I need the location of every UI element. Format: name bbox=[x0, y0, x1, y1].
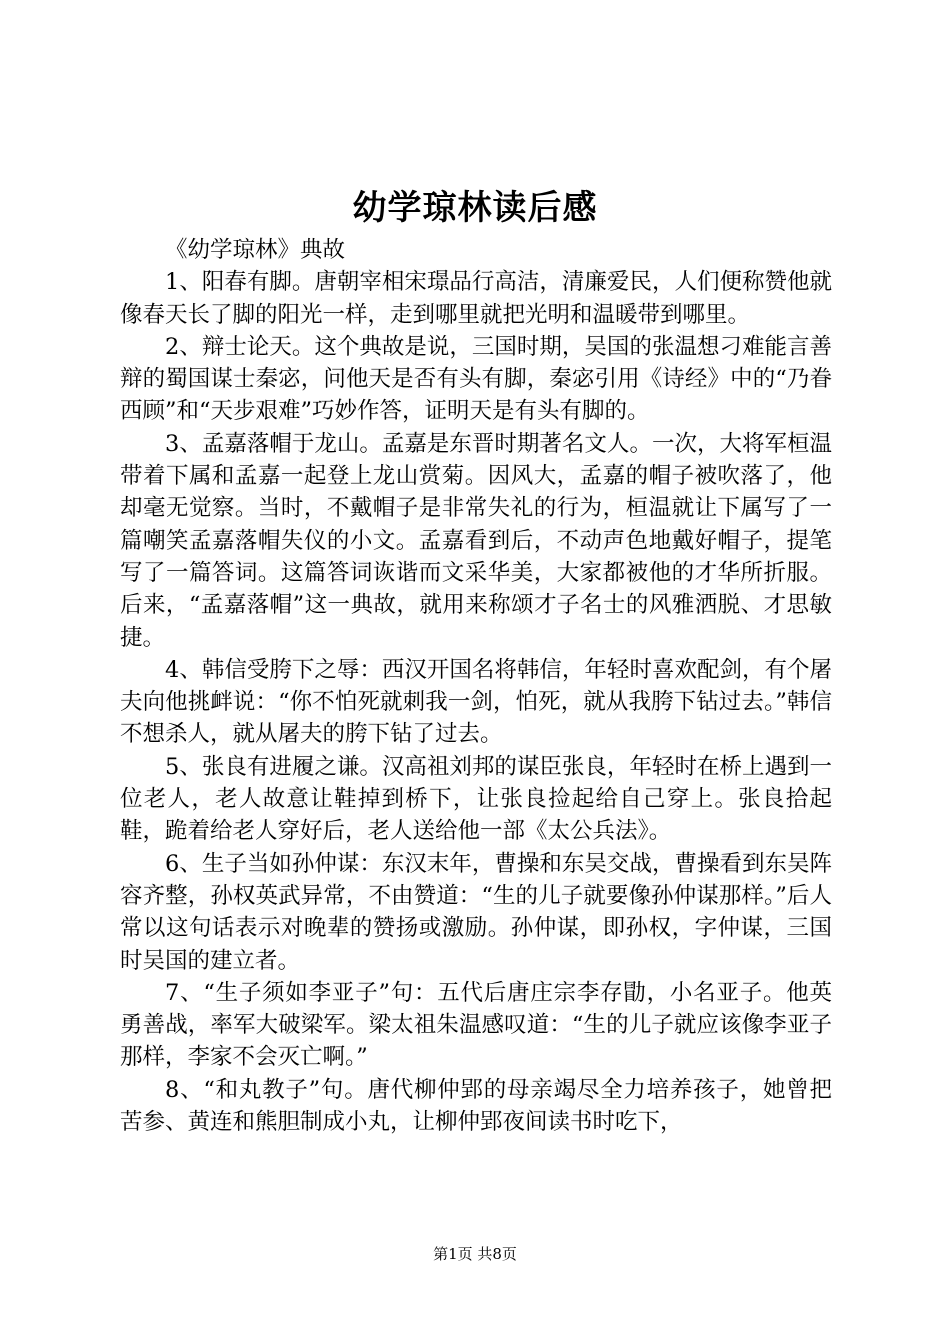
paragraph-item-6: 6、生子当如孙仲谋：东汉末年，曹操和东吴交战，曹操看到东吴阵容齐整，孙权英武异常，不由赞道：“生的儿子就要像孙仲谋那样。”后人常以这句话表示对晚辈的赞扬或激励。孙仲谋，即孙权，字仲谋，三国时吴国的建立者。 bbox=[120, 850, 832, 974]
paragraph-item-3: 3、孟嘉落帽于龙山。孟嘉是东晋时期著名文人。一次，大将军桓温带着下属和孟嘉一起登上龙山赏菊。因风大，孟嘉的帽子被吹落了，他却毫无觉察。当时，不戴帽子是非常失礼的行为，桓温就让下属写了一篇嘲笑孟嘉落帽失仪的小文。孟嘉看到后，不动声色地戴好帽子，提笔写了一篇答词。这篇答词诙谐而文采华美，大家都被他的才华所折服。后来，“孟嘉落帽”这一典故，就用来称颂才子名士的风雅洒脱、才思敏捷。 bbox=[120, 430, 832, 651]
document-title: 幼学琼林读后感 bbox=[352, 188, 598, 228]
paragraph-item-5: 5、张良有进履之谦。汉高祖刘邦的谋臣张良，年轻时在桥上遇到一位老人，老人故意让鞋掉到桥下，让张良捡起给自己穿上。张良拾起鞋，跪着给老人穿好后，老人送给他一部《太公兵法》。 bbox=[120, 753, 832, 845]
page-number-footer: 第1页 共8页 bbox=[433, 1245, 517, 1263]
paragraph-item-8: 8、“和丸教子”句。唐代柳仲郢的母亲竭尽全力培养孩子，她曾把苦参、黄连和熊胆制成小丸，让柳仲郢夜间读书时吃下， bbox=[120, 1076, 832, 1136]
paragraph-item-4: 4、韩信受胯下之辱：西汉开国名将韩信，年轻时喜欢配剑，有个屠夫向他挑衅说：“你不怕死就刺我一剑，怕死，就从我胯下钻过去。”韩信不想杀人，就从屠夫的胯下钻了过去。 bbox=[120, 656, 832, 748]
paragraph-item-2: 2、辩士论天。这个典故是说，三国时期，吴国的张温想刁难能言善辩的蜀国谋士秦宓，问他天是否有头有脚，秦宓引用《诗经》中的“乃眷西顾”和“天步艰难”巧妙作答，证明天是有头有脚的。 bbox=[120, 333, 832, 425]
document-body bbox=[120, 234, 832, 1138]
paragraph-heading: 《幼学琼林》典故 bbox=[165, 237, 346, 263]
paragraph-item-1: 1、阳春有脚。唐朝宰相宋璟品行高洁，清廉爱民，人们便称赞他就像春天长了脚的阳光一样，走到哪里就把光明和温暖带到哪里。 bbox=[120, 269, 832, 328]
paragraph-item-7: 7、“生子须如李亚子”句：五代后唐庄宗李存勖，小名亚子。他英勇善战，率军大破梁军。梁太祖朱温感叹道：“生的儿子就应该像李亚子那样，李家不会灭亡啊。” bbox=[120, 979, 832, 1071]
